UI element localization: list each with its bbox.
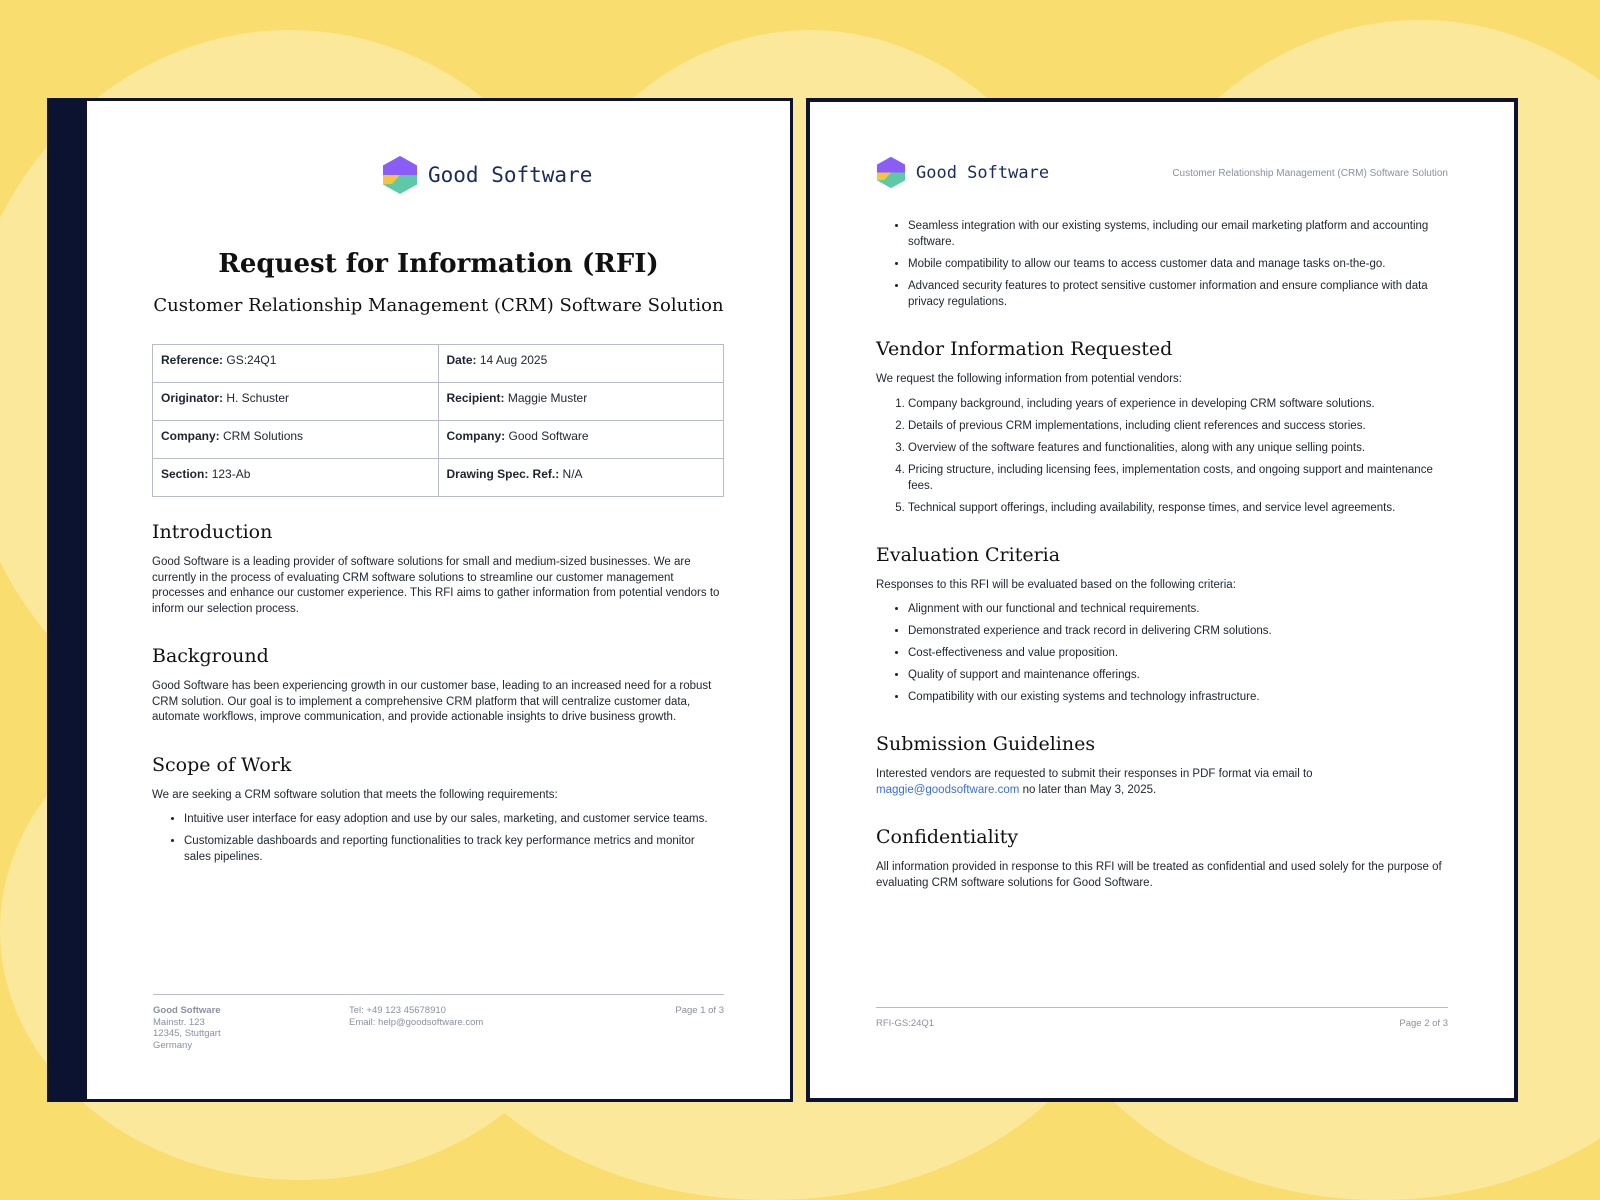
table-cell xyxy=(153,421,439,459)
cell-value: N/A xyxy=(562,467,583,481)
section-paragraph xyxy=(876,767,1448,798)
email-link[interactable]: maggie@goodsoftware.com xyxy=(876,783,1020,796)
table-cell xyxy=(438,459,724,497)
evaluation-section xyxy=(876,544,1448,706)
cell-label: Reference: xyxy=(161,353,224,367)
page-1-content xyxy=(152,521,724,893)
brand-name: Good Software xyxy=(428,163,593,187)
footer-street: Mainstr. 123 xyxy=(153,1016,205,1028)
list-item: • Alignment with our functional and technical requirements. xyxy=(908,601,1448,617)
cell-value: GS:24Q1 xyxy=(226,353,277,367)
cell-value: 123-Ab xyxy=(211,467,251,481)
list-item: • Compatibility with our existing systems and technology infrastructure. xyxy=(908,689,1448,705)
footer-address xyxy=(153,1005,221,1051)
scope-section xyxy=(152,754,724,866)
confidentiality-section xyxy=(876,826,1448,891)
submission-text: Interested vendors are requested to submit their responses in PDF format via email to xyxy=(876,768,1313,780)
table-row xyxy=(153,421,724,459)
cell-value: CRM Solutions xyxy=(223,429,304,443)
section-paragraph: We are seeking a CRM software solution that meets the following requirements: xyxy=(152,788,558,801)
table-cell xyxy=(153,345,439,383)
page-number: Page 2 of 3 xyxy=(1399,1018,1448,1029)
section-paragraph: Good Software has been experiencing growth in our customer base, leading to an increased need for a robust CRM solution. Our goal is to implement a comprehensive CRM platform that will centralize customer data, automate workflows, improve communication, and provide actionable insights to drive business growth. xyxy=(152,680,712,723)
cell-label: Recipient: xyxy=(446,391,505,405)
document-page-1 xyxy=(47,98,793,1102)
cell-label: Drawing Spec. Ref.: xyxy=(446,467,560,481)
footer-phone: Tel: +49 123 45678910 xyxy=(349,1005,446,1016)
cell-value: Good Software xyxy=(508,429,589,443)
cell-label: Company: xyxy=(446,429,506,443)
scope-continued-section xyxy=(876,218,1448,310)
list-item: • Seamless integration with our existing systems, including our email marketing platform and accounting software. xyxy=(908,218,1448,250)
section-heading: Submission Guidelines xyxy=(876,733,1096,755)
table-cell xyxy=(438,345,724,383)
footer-country: Germany xyxy=(153,1039,193,1051)
section-heading: Vendor Information Requested xyxy=(876,338,1173,360)
introduction-section xyxy=(152,521,724,617)
page-footer xyxy=(876,1007,1448,1038)
table-row xyxy=(153,459,724,497)
cell-label: Originator: xyxy=(161,391,223,405)
section-paragraph: All information provided in response to this RFI will be treated as confidential and used solely for the purpose of evaluating CRM software solutions for Good Software. xyxy=(876,861,1442,889)
scope-list xyxy=(152,811,724,865)
section-paragraph: Responses to this RFI will be evaluated based on the following criteria: xyxy=(876,578,1236,591)
footer-city: 12345, Stuttgart xyxy=(153,1028,221,1039)
submission-deadline: no later than May 3, 2025. xyxy=(1022,783,1157,796)
section-heading: Background xyxy=(152,645,269,667)
cell-label: Date: xyxy=(446,353,477,367)
section-paragraph: Good Software is a leading provider of software solutions for small and medium-sized businesses. We are currently in the process of evaluating CRM software solutions to streamline our customer management processes and enhance our customer experience. This RFI aims to gather information from potential vendors to inform our selection process. xyxy=(152,556,720,615)
document-page-2 xyxy=(806,98,1518,1102)
cell-value: H. Schuster xyxy=(226,391,290,405)
document-subtitle: Customer Relationship Management (CRM) Software Solution xyxy=(153,295,724,316)
hexagon-logo-icon xyxy=(876,156,906,189)
list-item: • Customizable dashboards and reporting functionalities to track key performance metrics and monitor sales pipelines. xyxy=(184,833,724,865)
running-header: Customer Relationship Management (CRM) Software Solution xyxy=(1172,168,1448,179)
cell-value: 14 Aug 2025 xyxy=(479,353,548,367)
section-heading: Introduction xyxy=(152,521,273,543)
list-item: • Advanced security features to protect sensitive customer information and ensure compliance with data privacy regulations. xyxy=(908,278,1448,310)
table-row xyxy=(153,345,724,383)
list-item: 5. Technical support offerings, including availability, response times, and service level agreements. xyxy=(908,500,1448,516)
footer-reference: RFI-GS:24Q1 xyxy=(876,1018,935,1029)
footer-contact xyxy=(349,1005,483,1028)
document-title: Request for Information (RFI) xyxy=(218,249,659,279)
list-item: • Demonstrated experience and track record in delivering CRM solutions. xyxy=(908,623,1448,639)
vendor-section xyxy=(876,338,1448,516)
submission-section xyxy=(876,733,1448,798)
list-item: • Mobile compatibility to allow our teams to access customer data and manage tasks on-the-go. xyxy=(908,256,1448,272)
section-heading: Evaluation Criteria xyxy=(876,543,1061,566)
page-footer xyxy=(153,994,724,1065)
list-item: 4. Pricing structure, including licensing fees, implementation costs, and ongoing support and maintenance fees. xyxy=(908,462,1448,494)
vendor-list xyxy=(876,396,1448,516)
table-cell xyxy=(153,459,439,497)
brand-logo xyxy=(876,156,1049,189)
cell-value: Maggie Muster xyxy=(507,391,588,405)
table-cell xyxy=(438,421,724,459)
section-paragraph: We request the following information from potential vendors: xyxy=(876,373,1182,385)
brand-name: Good Software xyxy=(916,162,1050,183)
list-item: • Quality of support and maintenance offerings. xyxy=(908,667,1448,683)
section-heading: Confidentiality xyxy=(876,826,1019,848)
footer-email: Email: help@goodsoftware.com xyxy=(349,1016,484,1028)
page-number: Page 1 of 3 xyxy=(675,1005,724,1016)
hexagon-logo-icon xyxy=(382,155,418,195)
list-item: 3. Overview of the software features and functionalities, along with any unique selling points. xyxy=(908,440,1448,456)
cell-label: Company: xyxy=(161,429,220,443)
table-cell xyxy=(153,383,439,421)
section-heading: Scope of Work xyxy=(152,753,292,776)
reference-table xyxy=(152,344,724,497)
table-cell xyxy=(438,383,724,421)
footer-company: Good Software xyxy=(153,1005,221,1016)
list-item: 2. Details of previous CRM implementations, including client references and success stories. xyxy=(908,418,1448,434)
cell-label: Section: xyxy=(161,467,209,481)
page-2-content xyxy=(876,218,1448,919)
list-item: • Cost-effectiveness and value proposition. xyxy=(908,645,1448,661)
background-section xyxy=(152,645,724,726)
scope-list xyxy=(876,218,1448,310)
list-item: • Intuitive user interface for easy adoption and use by our sales, marketing, and customer service teams. xyxy=(184,811,724,827)
list-item: 1. Company background, including years of experience in developing CRM software solutions. xyxy=(908,396,1448,412)
criteria-list xyxy=(876,601,1448,705)
brand-logo xyxy=(382,155,592,195)
table-row xyxy=(153,383,724,421)
